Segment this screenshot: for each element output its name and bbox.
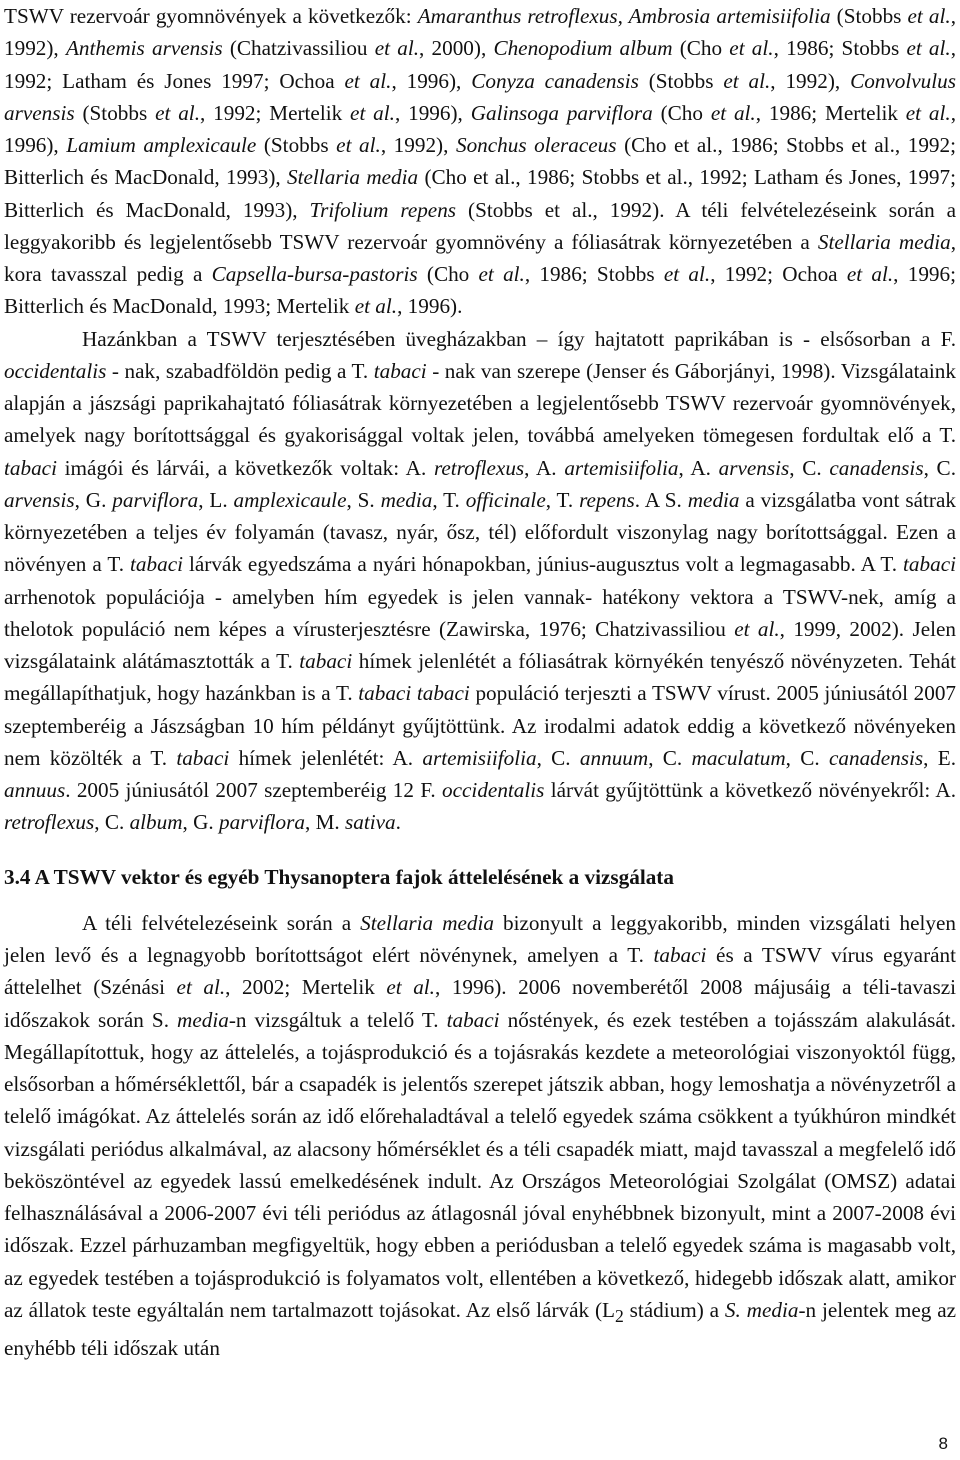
text-run: (Cho bbox=[652, 100, 711, 125]
text-run: , 1986; Stobbs bbox=[524, 262, 664, 286]
italic-text: artemisiifolia bbox=[564, 455, 679, 480]
italic-text: Stellaria media bbox=[287, 165, 419, 190]
text-run: , 1996). 2006 novemberétől 2008 májusáig a téli-tavaszi időszakok során S. bbox=[4, 975, 956, 1032]
text-run: A téli felvételezéseink során a bbox=[82, 910, 361, 935]
italic-text: annuus bbox=[4, 778, 66, 802]
text-run: hímek jelenlétét a fóliasátrak környékén tenyésző növényzeten. Tehát megállapíthatjuk, hogy hazánkban is a T. bbox=[4, 649, 956, 706]
italic-text: arvensis bbox=[4, 487, 75, 512]
text-run: , L. bbox=[198, 487, 234, 512]
text-run: bizonyult a leggyakoribb, minden vizsgálati helyen jelen levő és a legnagyobb borítottságot elért növénynek, amelyen a T. bbox=[4, 910, 956, 967]
italic-text: et al. bbox=[386, 975, 435, 1000]
text-run: , 1996). bbox=[397, 294, 463, 319]
italic-text: Capsella-bursa-pastoris bbox=[211, 262, 418, 286]
italic-text: annuum bbox=[579, 745, 649, 770]
text-run: stádium) a bbox=[623, 1297, 725, 1322]
text-run: , 1992), bbox=[380, 133, 456, 157]
text-run: , 1992), bbox=[770, 68, 851, 93]
text-run: (Stobbs bbox=[830, 4, 908, 28]
paragraph-overwintering bbox=[4, 907, 956, 1365]
text-run: , 1992), bbox=[4, 4, 956, 61]
body-bottom bbox=[4, 907, 956, 1365]
text-run: (Cho bbox=[672, 36, 730, 61]
text-run: , T. bbox=[432, 487, 466, 512]
text-run: imágói és lárvái, a következők voltak: A. bbox=[56, 455, 434, 480]
italic-text: Galinsoga parviflora bbox=[470, 100, 653, 125]
text-run: (Cho et al., 1986; Stobbs et al., 1992; Bitterlich és MacDonald, 1993), bbox=[4, 133, 956, 190]
italic-text: S. media bbox=[724, 1297, 799, 1322]
text-run: -n vizsgáltuk a telelő T. bbox=[228, 1007, 447, 1032]
text-run: , 1996), bbox=[394, 100, 471, 125]
italic-text: et al. bbox=[354, 294, 398, 319]
italic-text: sativa bbox=[345, 810, 396, 835]
text-run: , C. bbox=[536, 745, 580, 770]
italic-text: media bbox=[380, 487, 433, 512]
italic-text: tabaci bbox=[176, 745, 230, 770]
text-run: . bbox=[395, 810, 401, 835]
page-number: 8 bbox=[938, 1434, 948, 1453]
text-run: , 1986; Mertelik bbox=[755, 100, 906, 125]
italic-text: tabaci bbox=[446, 1007, 500, 1032]
italic-text: et al. bbox=[663, 262, 711, 286]
text-run: TSWV rezervoár gyomnövények a következők: bbox=[4, 4, 418, 28]
text-run: , C. bbox=[789, 455, 830, 480]
text-run: (Stobbs bbox=[256, 133, 337, 157]
italic-text: Anthemis arvensis bbox=[65, 36, 223, 61]
italic-text: album bbox=[129, 810, 183, 835]
italic-text: Conyza canadensis bbox=[471, 68, 639, 93]
italic-text: tabaci bbox=[903, 552, 957, 577]
italic-text: arvensis bbox=[718, 455, 790, 480]
text-run: (Cho et al., 1986; Stobbs et al., 1992; Latham és Jones, 1997; Bitterlich és MacDonald, 1993), bbox=[4, 165, 956, 222]
text-run: , A. bbox=[524, 455, 565, 480]
italic-text: Stellaria media bbox=[360, 910, 494, 935]
italic-text: et al. bbox=[734, 616, 780, 641]
section-heading: 3.4 A TSWV vektor és egyéb Thysanoptera fajok áttelelésének a vizsgálata bbox=[4, 864, 674, 889]
italic-text: et al. bbox=[723, 68, 771, 93]
text-run: . 2005 júniusától 2007 szeptemberéig 12 F. bbox=[65, 778, 443, 802]
italic-text: tabaci tabaci bbox=[358, 681, 470, 706]
italic-text: et al. bbox=[155, 100, 200, 125]
text-run: és a TSWV vírus egyaránt áttelelhet (Szénási bbox=[4, 943, 957, 1000]
text-run: , 1986; Stobbs bbox=[773, 36, 907, 61]
italic-text: canadensis bbox=[829, 745, 924, 770]
italic-text: et al. bbox=[710, 100, 756, 125]
text-run: , A. bbox=[678, 455, 719, 480]
text-run: , 1992; Ochoa bbox=[710, 262, 847, 286]
text-run: Hazánkban a TSWV terjesztésében üvegházakban – így hajtatott paprikában is - elsősorban a F. bbox=[82, 326, 956, 351]
text-run: . A S. bbox=[634, 487, 688, 512]
italic-text: Lamium amplexicaule bbox=[66, 133, 257, 157]
italic-text: et al. bbox=[350, 100, 395, 125]
italic-text: et al. bbox=[176, 975, 226, 1000]
text-run: , kora tavasszal pedig a bbox=[4, 229, 956, 286]
text-run: , 1996; Bitterlich és MacDonald, 1993; Mertelik bbox=[4, 262, 956, 319]
italic-text: tabaci bbox=[299, 649, 353, 673]
text-run: , 2000), bbox=[419, 36, 494, 61]
text-run: -n jelentek meg az enyhébb téli időszak után bbox=[4, 1297, 956, 1361]
italic-text: artemisiifolia bbox=[422, 745, 537, 770]
italic-text: media bbox=[687, 487, 740, 512]
italic-text: tabaci bbox=[130, 552, 183, 577]
italic-text: et al. bbox=[478, 262, 525, 286]
paragraph-reservoir-weeds bbox=[4, 0, 956, 323]
italic-text: et al. bbox=[336, 133, 381, 157]
text-run: , 1999, 2002). Jelen vizsgálataink alátámasztották a T. bbox=[4, 616, 957, 673]
text-run: (Stobbs bbox=[74, 100, 156, 125]
text-run: lárvák egyedszáma a nyári hónapokban, június-augusztus volt a legmagasabb. A T. bbox=[183, 552, 904, 577]
italic-text: et al. bbox=[729, 36, 774, 61]
text-run: , C. bbox=[94, 810, 130, 835]
text-run: nőstények, és ezek testében a tojásszám alakulását. Megállapítottuk, hogy az áttelelés, a tojásprodukció és a tojásrakás kezdete a meteorológiai viszonyoktól függ, elsősorban a hőmérséklettől, bár a csapadék is jelentős szerepet játszik abban, hogy lemoshatja a növényzetről a telelő imágókat. Az áttelelés során az idő előrehaladtával a telelő egyedek száma csökkent a tyúkhúron mindkét vizsgálati periódus alkalmával, az alacsony hőmérséklet és a téli csapadék miatt, majd tavasszal a megfelelő idő beköszöntével az egyedek lassú emelkedésének indult. Az Országos Meteorológiai Szolgálat (OMSZ) adatai felhasználásával a 2006-2007 évi téli periódus az átlagosnál jóval enyhébbnek bizonyult, mint a 2007-2008 évi időszak. Ezzel párhuzamban megfigyeltük, hogy ebben a periódusban a telelő egyedek száma is magasabb volt, az egyedek testében a tojásprodukció is folyamatos volt, ellentében a következő, hidegebb időszak alatt, amikor az állatok teste egyáltalán nem tartalmazott tojásokat. Az első lárvák (L bbox=[4, 1007, 956, 1322]
italic-text: occidentalis bbox=[4, 358, 107, 383]
text-run: , 1992; Latham és Jones 1997; Ochoa bbox=[4, 36, 957, 93]
text-run: , S. bbox=[346, 487, 381, 512]
italic-text: et al. bbox=[846, 262, 894, 286]
text-run: (Chatzivassiliou bbox=[222, 36, 375, 61]
text-run: arrhenotok populációja - amelyben hím egyedek is jelen vannak- hatékony vektora a TSWV-nek, amíg a thelotok populáció nem képes a vírusterjesztésre (Zawirska, 1976; Chatzivassiliou bbox=[4, 584, 956, 641]
italic-text: et al. bbox=[907, 4, 951, 28]
body-top bbox=[4, 0, 956, 839]
text-run: , 2002; Mertelik bbox=[225, 975, 387, 1000]
italic-text: amplexicaule bbox=[233, 487, 347, 512]
text-run: lárvát gyűjtöttünk a következő növényekről: A. bbox=[544, 778, 956, 802]
text-run: - nak, szabadföldön pedig a T. bbox=[106, 358, 374, 383]
text-run: , M. bbox=[304, 810, 345, 835]
paragraph-tswv-spread bbox=[4, 323, 956, 839]
text-run: , E. bbox=[923, 745, 956, 770]
italic-text: parviflora bbox=[112, 487, 199, 512]
italic-text: retroflexus bbox=[433, 455, 525, 480]
text-run: , C. bbox=[785, 745, 829, 770]
text-run: , G. bbox=[182, 810, 220, 835]
text-run: , C. bbox=[923, 455, 956, 480]
text-run: (Stobbs bbox=[638, 68, 724, 93]
italic-text: Sonchus oleraceus bbox=[455, 133, 617, 157]
italic-text: et al. bbox=[344, 68, 392, 93]
italic-text: parviflora bbox=[219, 810, 305, 835]
italic-text: officinale bbox=[465, 487, 546, 512]
italic-text: et al. bbox=[905, 100, 951, 125]
italic-text: retroflexus bbox=[4, 810, 95, 835]
text-run: hímek jelenlétét: A. bbox=[229, 745, 423, 770]
italic-text: Amaranthus retroflexus, Ambrosia artemisiifolia bbox=[417, 4, 831, 28]
text-run: , 1992; Mertelik bbox=[200, 100, 351, 125]
text-run: (Cho bbox=[417, 262, 479, 286]
italic-text: Convolvulus arvensis bbox=[4, 68, 956, 125]
italic-text: et al. bbox=[906, 36, 951, 61]
italic-text: et al. bbox=[374, 36, 420, 61]
italic-text: repens bbox=[579, 487, 635, 512]
italic-text: tabaci bbox=[653, 943, 707, 967]
text-run: (Stobbs et al., 1992). A téli felvételezéseink során a leggyakoribb és legjelentősebb TSWV rezervoár gyomnövény a fóliasátrak környezetében a bbox=[4, 197, 957, 254]
italic-text: tabaci bbox=[4, 455, 57, 480]
text-run: a vizsgálatba vont sátrak környezetében a teljes év folyamán (tavasz, nyár, ősz, tél) előfordult viszonylag nagy borítottsággal. Ezen a növényen a T. bbox=[4, 487, 956, 577]
text-run: , T. bbox=[545, 487, 580, 512]
italic-text: maculatum bbox=[691, 745, 786, 770]
text-run: , G. bbox=[74, 487, 113, 512]
text-run: - nak van szerepe (Jenser és Gáborjányi, 1998). Vizsgálataink alapján a jászsági paprikahajtató fóliasátrak környezetében a legjelentősebb TSWV rezervoár gyomnövények, amelyek nagy borítottsággal és gyakorisággal voltak jelen, továbbá amelyeken tömegesen fordultak elő a T. bbox=[4, 358, 956, 448]
italic-text: media bbox=[177, 1007, 229, 1032]
text-run: populáció terjeszti a TSWV vírust. 2005 júniusától 2007 szeptemberéig a Jászságban 10 hím példányt gyűjtöttünk. Az irodalmi adatok eddig a következő növényeken nem közölték a T. bbox=[4, 681, 957, 770]
text-run: , C. bbox=[648, 745, 692, 770]
italic-text: tabaci bbox=[373, 358, 427, 383]
italic-text: Trifolium repens bbox=[309, 197, 457, 222]
italic-text: canadensis bbox=[829, 455, 924, 480]
text-run: , 1996), bbox=[4, 100, 956, 157]
italic-text: occidentalis bbox=[442, 778, 545, 802]
italic-text: Stellaria media bbox=[817, 229, 951, 254]
text-run: , 1996), bbox=[391, 68, 472, 93]
document-page bbox=[4, 0, 956, 1364]
subscript-text: 2 bbox=[614, 1305, 624, 1326]
italic-text: Chenopodium album bbox=[493, 36, 673, 61]
